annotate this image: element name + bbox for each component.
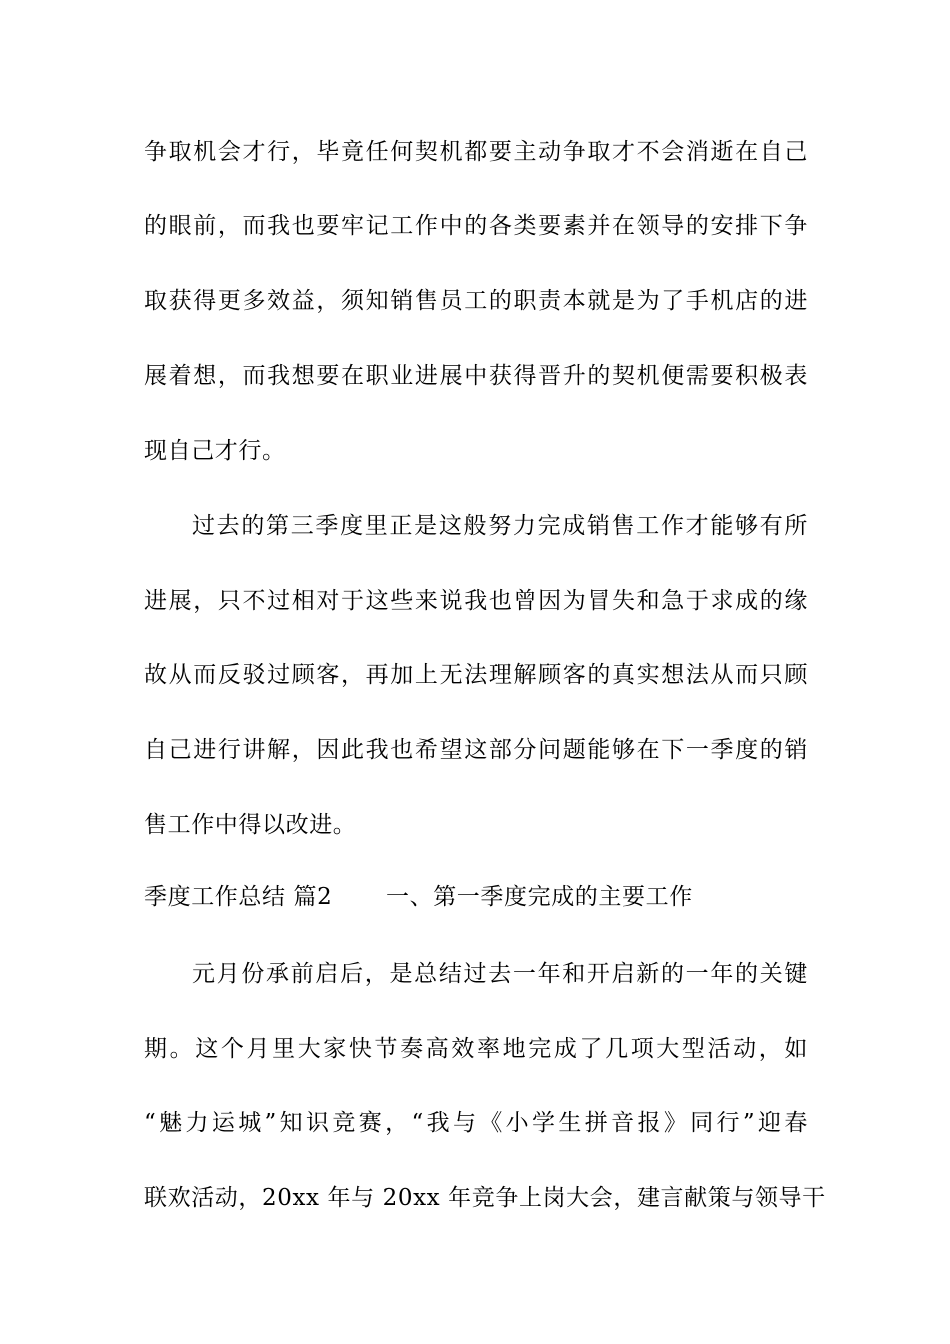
paragraph-3-line-1: 元月份承前启后，是总结过去一年和开启新的一年的关键: [192, 961, 808, 987]
paragraph-1-line-5: 现自己才行。: [144, 438, 286, 464]
paragraph-1-line-1: 争取机会才行，毕竟任何契机都要主动争取才不会消逝在自己: [144, 139, 808, 165]
paragraph-2-line-1: 过去的第三季度里正是这般努力完成销售工作才能够有所: [192, 513, 808, 539]
paragraph-1-line-4: 展着想，而我想要在职业进展中获得晋升的契机便需要积极表: [144, 363, 808, 389]
paragraph-3-line-4: 联欢活动，20xx 年与 20xx 年竞争上岗大会，建言献策与领导干: [144, 1185, 826, 1211]
paragraph-2-line-4: 自己进行讲解，因此我也希望这部分问题能够在下一季度的销: [144, 737, 808, 763]
section-title: 季度工作总结 篇2: [144, 884, 333, 910]
paragraph-3-line-3: “魅力运城”知识竞赛，“我与《小学生拼音报》同行”迎春: [144, 1110, 808, 1136]
paragraph-2-line-5: 售工作中得以改进。: [144, 812, 357, 838]
paragraph-3-line-2: 期。这个月里大家快节奏高效率地完成了几项大型活动，如: [144, 1036, 808, 1062]
section-subtitle: 一、第一季度完成的主要工作: [386, 884, 693, 910]
paragraph-2-line-3: 故从而反驳过顾客，再加上无法理解顾客的真实想法从而只顾: [144, 662, 808, 688]
paragraph-1-line-2: 的眼前，而我也要牢记工作中的各类要素并在领导的安排下争: [144, 213, 808, 239]
paragraph-1-line-3: 取获得更多效益，须知销售员工的职责本就是为了手机店的进: [144, 288, 808, 314]
paragraph-2-line-2: 进展，只不过相对于这些来说我也曾因为冒失和急于求成的缘: [144, 588, 808, 614]
